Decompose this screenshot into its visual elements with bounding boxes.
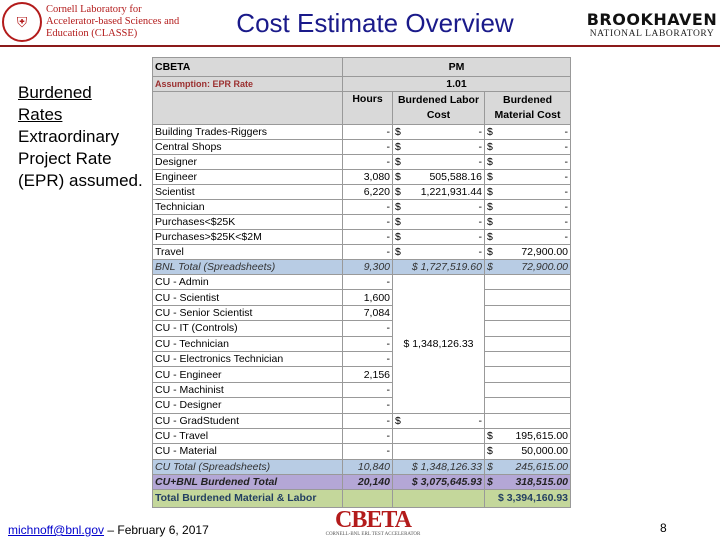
amount: - (478, 141, 482, 153)
hours: 2,156 (343, 367, 393, 382)
dollar: $ (395, 201, 401, 213)
amount: 50,000.00 (521, 445, 569, 458)
amount: - (478, 201, 482, 213)
dollar: $ (487, 475, 493, 488)
dollar: $ (487, 430, 493, 443)
dollar: $ (487, 460, 493, 473)
table-row (153, 428, 571, 443)
table-row (153, 290, 571, 305)
col-labor: Burdened Labor Cost (393, 92, 485, 125)
row-label: CU - Designer (153, 398, 343, 413)
bnl-total-hours: 9,300 (343, 260, 393, 275)
combined-label: CU+BNL Burdened Total (153, 474, 343, 489)
cbeta-logo (318, 508, 428, 538)
row-label: Building Trades-Riggers (153, 125, 343, 140)
material-cell (485, 367, 571, 382)
dollar: $ (487, 231, 493, 243)
row-label: CU - Technician (153, 336, 343, 351)
table-row (153, 125, 571, 140)
amount: - (478, 246, 482, 258)
row-label: Purchases>$25K<$2M (153, 230, 343, 245)
cu-total-labor: $ 1,348,126.33 (393, 459, 485, 474)
hours: 6,220 (343, 185, 393, 200)
hours: - (343, 428, 393, 443)
table-row (153, 245, 571, 260)
cornell-logo-text: Cornell Laboratory for Accelerator-based Sciences and Education (CLASSE) (46, 4, 180, 39)
cu-total-hours: 10,840 (343, 459, 393, 474)
cornell-logo (2, 2, 186, 42)
amount: 195,615.00 (515, 430, 569, 443)
hours: - (343, 382, 393, 397)
material-cell (485, 290, 571, 305)
table-row (153, 215, 571, 230)
material-cell (485, 413, 571, 428)
side-note-line: Burdened (18, 83, 92, 102)
hours: - (343, 245, 393, 260)
table-row (153, 155, 571, 170)
row-label: CU - Material (153, 444, 343, 459)
row-label: Scientist (153, 185, 343, 200)
amount: - (564, 126, 569, 138)
table-row (153, 275, 571, 290)
material-cell (485, 275, 571, 290)
table-row (153, 230, 571, 245)
table-title: CBETA (153, 58, 343, 77)
header-divider (0, 45, 720, 47)
table-row (153, 200, 571, 215)
material-cell (485, 321, 571, 336)
row-label: CU - Admin (153, 275, 343, 290)
material-cell (485, 398, 571, 413)
hours: - (343, 351, 393, 366)
row-label: Purchases<$25K (153, 215, 343, 230)
hours: - (343, 336, 393, 351)
side-note-line: Rates (18, 105, 63, 124)
row-label: CU - Scientist (153, 290, 343, 305)
dollar: $ (487, 246, 493, 258)
amount: 505,588.16 (429, 171, 482, 183)
table-row (153, 336, 571, 351)
table-row (153, 140, 571, 155)
amount: - (478, 231, 482, 243)
page-title: Cost Estimate Overview (236, 8, 514, 38)
table-row (153, 367, 571, 382)
material-cell (485, 336, 571, 351)
col-material: Burdened Material Cost (485, 92, 571, 125)
row-label: CU - IT (Controls) (153, 321, 343, 336)
amount: 1,221,931.44 (420, 186, 482, 198)
grand-total-value: $ 3,394,160.93 (485, 489, 571, 507)
row-label: CU - Engineer (153, 367, 343, 382)
blank (343, 489, 393, 507)
dollar: $ (487, 186, 493, 198)
email-link[interactable]: michnoff@bnl.gov (8, 523, 105, 537)
row-label: CU - Travel (153, 428, 343, 443)
dollar: $ (487, 126, 493, 138)
dollar: $ (395, 414, 401, 427)
amount: - (478, 126, 482, 138)
table-row (153, 444, 571, 459)
row-label: Travel (153, 245, 343, 260)
amount: - (564, 141, 569, 153)
dollar: $ (395, 186, 401, 198)
table-row (153, 170, 571, 185)
dollar: $ (395, 141, 401, 153)
amount: - (564, 231, 569, 243)
footer-text (8, 523, 209, 537)
epr-value: 1.01 (343, 77, 571, 92)
dollar: $ (487, 201, 493, 213)
hours: - (343, 321, 393, 336)
table-row (153, 321, 571, 336)
material-cell (485, 305, 571, 320)
cu-total-material: 245,615.00 (515, 460, 569, 473)
row-label: Engineer (153, 170, 343, 185)
row-label: CU - Electronics Technician (153, 351, 343, 366)
material-cell (485, 351, 571, 366)
amount: - (478, 216, 482, 228)
dollar: $ (487, 261, 493, 273)
dollar: $ (395, 126, 401, 138)
side-note-line: (EPR) assumed. (18, 171, 143, 190)
row-label: Technician (153, 200, 343, 215)
amount: - (478, 156, 482, 168)
table-row (153, 305, 571, 320)
hours: - (343, 125, 393, 140)
row-label: Designer (153, 155, 343, 170)
hours: - (343, 398, 393, 413)
row-label: CU - Senior Scientist (153, 305, 343, 320)
grand-total-label: Total Burdened Material & Labor (153, 489, 343, 507)
dollar: $ (395, 171, 401, 183)
amount: - (564, 186, 569, 198)
bnl-total-material: 72,900.00 (521, 261, 569, 273)
row-label: Central Shops (153, 140, 343, 155)
hours: - (343, 444, 393, 459)
dollar: $ (487, 156, 493, 168)
table-row (153, 398, 571, 413)
dollar: $ (487, 171, 493, 183)
table-row (153, 382, 571, 397)
row-label: CU - GradStudent (153, 413, 343, 428)
side-note-line: Project Rate (18, 149, 112, 168)
dollar: $ (487, 445, 493, 458)
labor-cell (393, 444, 485, 459)
cu-total-label: CU Total (Spreadsheets) (153, 459, 343, 474)
hours: 3,080 (343, 170, 393, 185)
bnl-total-label: BNL Total (Spreadsheets) (153, 260, 343, 275)
labor-cell (393, 428, 485, 443)
dollar: $ (395, 216, 401, 228)
material-cell (485, 382, 571, 397)
dollar: $ (395, 156, 401, 168)
amount: - (564, 216, 569, 228)
hours: 7,084 (343, 305, 393, 320)
amount: - (564, 171, 569, 183)
combined-material: 318,515.00 (515, 475, 569, 488)
hours: - (343, 413, 393, 428)
cbeta-logo-sub: CORNELL-BNL ERL TEST ACCELERATOR (325, 532, 421, 537)
row-label: CU - Machinist (153, 382, 343, 397)
dollar: $ (487, 216, 493, 228)
dollar: $ (395, 231, 401, 243)
amount: - (564, 201, 569, 213)
cbeta-logo-text: CBETA (335, 507, 411, 533)
hours: 1,600 (343, 290, 393, 305)
amount: 72,900.00 (521, 246, 569, 258)
cost-table (152, 57, 571, 508)
side-note-line: Extraordinary (18, 127, 120, 146)
col-hours: Hours (343, 92, 393, 125)
footer-date: – February 6, 2017 (104, 523, 209, 537)
header-blank (153, 92, 343, 125)
hours: - (343, 155, 393, 170)
hours: - (343, 200, 393, 215)
bnl-logo (584, 10, 720, 39)
combined-labor: $ 3,075,645.93 (393, 474, 485, 489)
cornell-seal-icon: ⛨ (2, 2, 42, 42)
hours: - (343, 215, 393, 230)
page-number: 8 (660, 521, 667, 535)
blank (393, 489, 485, 507)
hours: - (343, 140, 393, 155)
dollar: $ (395, 246, 401, 258)
bnl-logo-bottom: NATIONAL LABORATORY (589, 29, 715, 39)
table-row (153, 413, 571, 428)
cu-labor-merged: $ 1,348,126.33 (393, 275, 485, 414)
table-row (153, 351, 571, 366)
hours: - (343, 230, 393, 245)
table-row (153, 185, 571, 200)
bnl-logo-top: BROOKHAVEN (586, 10, 718, 29)
combined-hours: 20,140 (343, 474, 393, 489)
pm-header: PM (343, 58, 571, 77)
amount: - (478, 414, 482, 427)
amount: - (564, 156, 569, 168)
bnl-total-labor: $ 1,727,519.60 (393, 260, 485, 275)
dollar: $ (487, 141, 493, 153)
assumption-label: Assumption: EPR Rate (153, 77, 343, 92)
side-note (18, 82, 143, 192)
hours: - (343, 275, 393, 290)
